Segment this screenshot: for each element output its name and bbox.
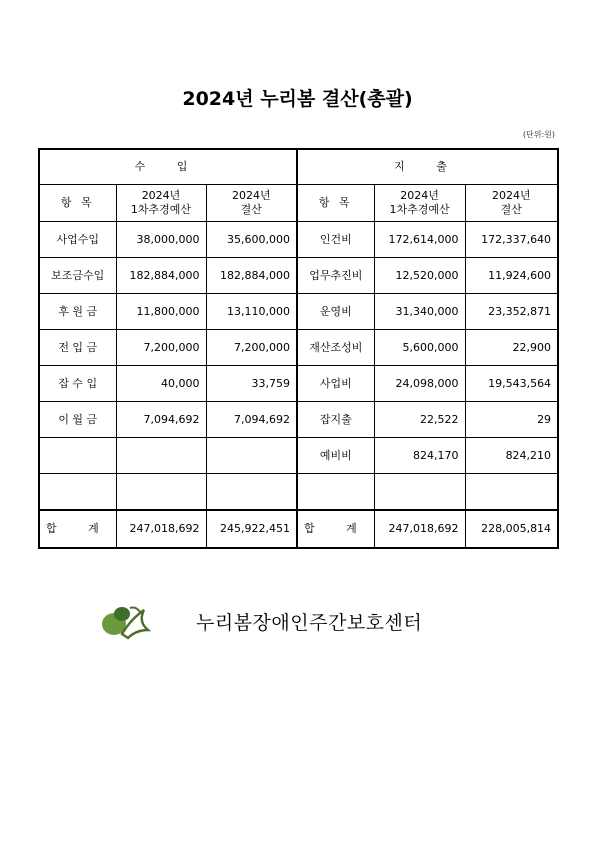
income-budget-header [116, 185, 206, 222]
expense-item-cell [297, 474, 374, 511]
income-budget-header-label: 1차추경예산 [130, 203, 192, 216]
table-row [39, 222, 558, 258]
organization-name: 누리봄장애인주간보호센터 [196, 611, 423, 634]
income-budget-cell [116, 438, 206, 474]
expense-budget-cell: 824,170 [374, 438, 465, 474]
table-row [39, 474, 558, 511]
expense-total-label: 합 계 [297, 510, 374, 548]
income-settle-cell: 7,200,000 [206, 330, 297, 366]
expense-item-cell: 운영비 [297, 294, 374, 330]
expense-item-cell: 예비비 [297, 438, 374, 474]
income-budget-cell: 7,200,000 [116, 330, 206, 366]
income-settle-cell: 182,884,000 [206, 258, 297, 294]
income-item-cell [39, 438, 116, 474]
income-budget-cell: 11,800,000 [116, 294, 206, 330]
expense-budget-header [374, 185, 465, 222]
income-settle-header-year: 2024년 [231, 189, 271, 202]
table-row [39, 330, 558, 366]
expense-budget-header-label: 1차추경예산 [389, 203, 450, 216]
expense-budget-cell [374, 474, 465, 511]
table-row [39, 366, 558, 402]
document-title: 2024년 누리봄 결산(총괄) [182, 88, 413, 110]
expense-settle-cell: 172,337,640 [465, 222, 558, 258]
income-item-header: 항 목 [39, 185, 116, 222]
expense-budget-cell: 22,522 [374, 402, 465, 438]
table-row [39, 438, 558, 474]
income-total-budget: 247,018,692 [116, 510, 206, 548]
income-settle-cell [206, 474, 297, 511]
table-row [39, 258, 558, 294]
table-row [39, 402, 558, 438]
expense-budget-cell: 12,520,000 [374, 258, 465, 294]
expense-settle-header-label: 결산 [500, 203, 522, 216]
income-item-cell: 보조금수입 [39, 258, 116, 294]
expense-item-cell: 인건비 [297, 222, 374, 258]
expense-total-budget: 247,018,692 [374, 510, 465, 548]
income-total-settle: 245,922,451 [206, 510, 297, 548]
expense-settle-cell: 23,352,871 [465, 294, 558, 330]
income-settle-cell: 33,759 [206, 366, 297, 402]
income-item-cell: 전 입 금 [39, 330, 116, 366]
expense-item-header: 항 목 [297, 185, 374, 222]
income-settle-cell: 7,094,692 [206, 402, 297, 438]
income-item-cell: 이 월 금 [39, 402, 116, 438]
income-item-cell: 사업수입 [39, 222, 116, 258]
income-budget-cell [116, 474, 206, 511]
expense-total-settle: 228,005,814 [465, 510, 558, 548]
expense-budget-header-year: 2024년 [400, 189, 439, 202]
income-item-cell [39, 474, 116, 511]
income-settle-header [206, 185, 297, 222]
expense-item-cell: 사업비 [297, 366, 374, 402]
expense-budget-cell: 5,600,000 [374, 330, 465, 366]
expense-item-cell: 잡지출 [297, 402, 374, 438]
income-settle-cell: 13,110,000 [206, 294, 297, 330]
expense-budget-cell: 24,098,000 [374, 366, 465, 402]
income-budget-cell: 7,094,692 [116, 402, 206, 438]
table-row [39, 294, 558, 330]
expense-settle-cell [465, 474, 558, 511]
expense-settle-cell: 824,210 [465, 438, 558, 474]
expense-budget-cell: 31,340,000 [374, 294, 465, 330]
income-item-cell: 후 원 금 [39, 294, 116, 330]
income-settle-cell [206, 438, 297, 474]
income-total-label: 합 계 [39, 510, 116, 548]
expense-settle-header-year: 2024년 [491, 189, 531, 202]
income-budget-cell: 40,000 [116, 366, 206, 402]
expense-settle-cell: 22,900 [465, 330, 558, 366]
expense-budget-cell: 172,614,000 [374, 222, 465, 258]
unit-note: (단위:원) [522, 130, 555, 139]
expense-section-header: 지 출 [297, 149, 558, 185]
income-budget-cell: 182,884,000 [116, 258, 206, 294]
expense-item-cell: 재산조성비 [297, 330, 374, 366]
income-item-cell: 잡 수 입 [39, 366, 116, 402]
expense-item-cell: 업무추진비 [297, 258, 374, 294]
income-settle-header-label: 결산 [240, 203, 262, 216]
expense-settle-cell: 29 [465, 402, 558, 438]
expense-settle-cell: 19,543,564 [465, 366, 558, 402]
expense-settle-header [465, 185, 558, 222]
income-budget-cell: 38,000,000 [116, 222, 206, 258]
leaf-bird-logo-icon [100, 600, 152, 642]
budget-table [38, 148, 559, 549]
organization-footer [100, 600, 422, 642]
expense-settle-cell: 11,924,600 [465, 258, 558, 294]
income-section-header: 수 입 [39, 149, 297, 185]
income-budget-header-year: 2024년 [141, 189, 181, 202]
income-settle-cell: 35,600,000 [206, 222, 297, 258]
